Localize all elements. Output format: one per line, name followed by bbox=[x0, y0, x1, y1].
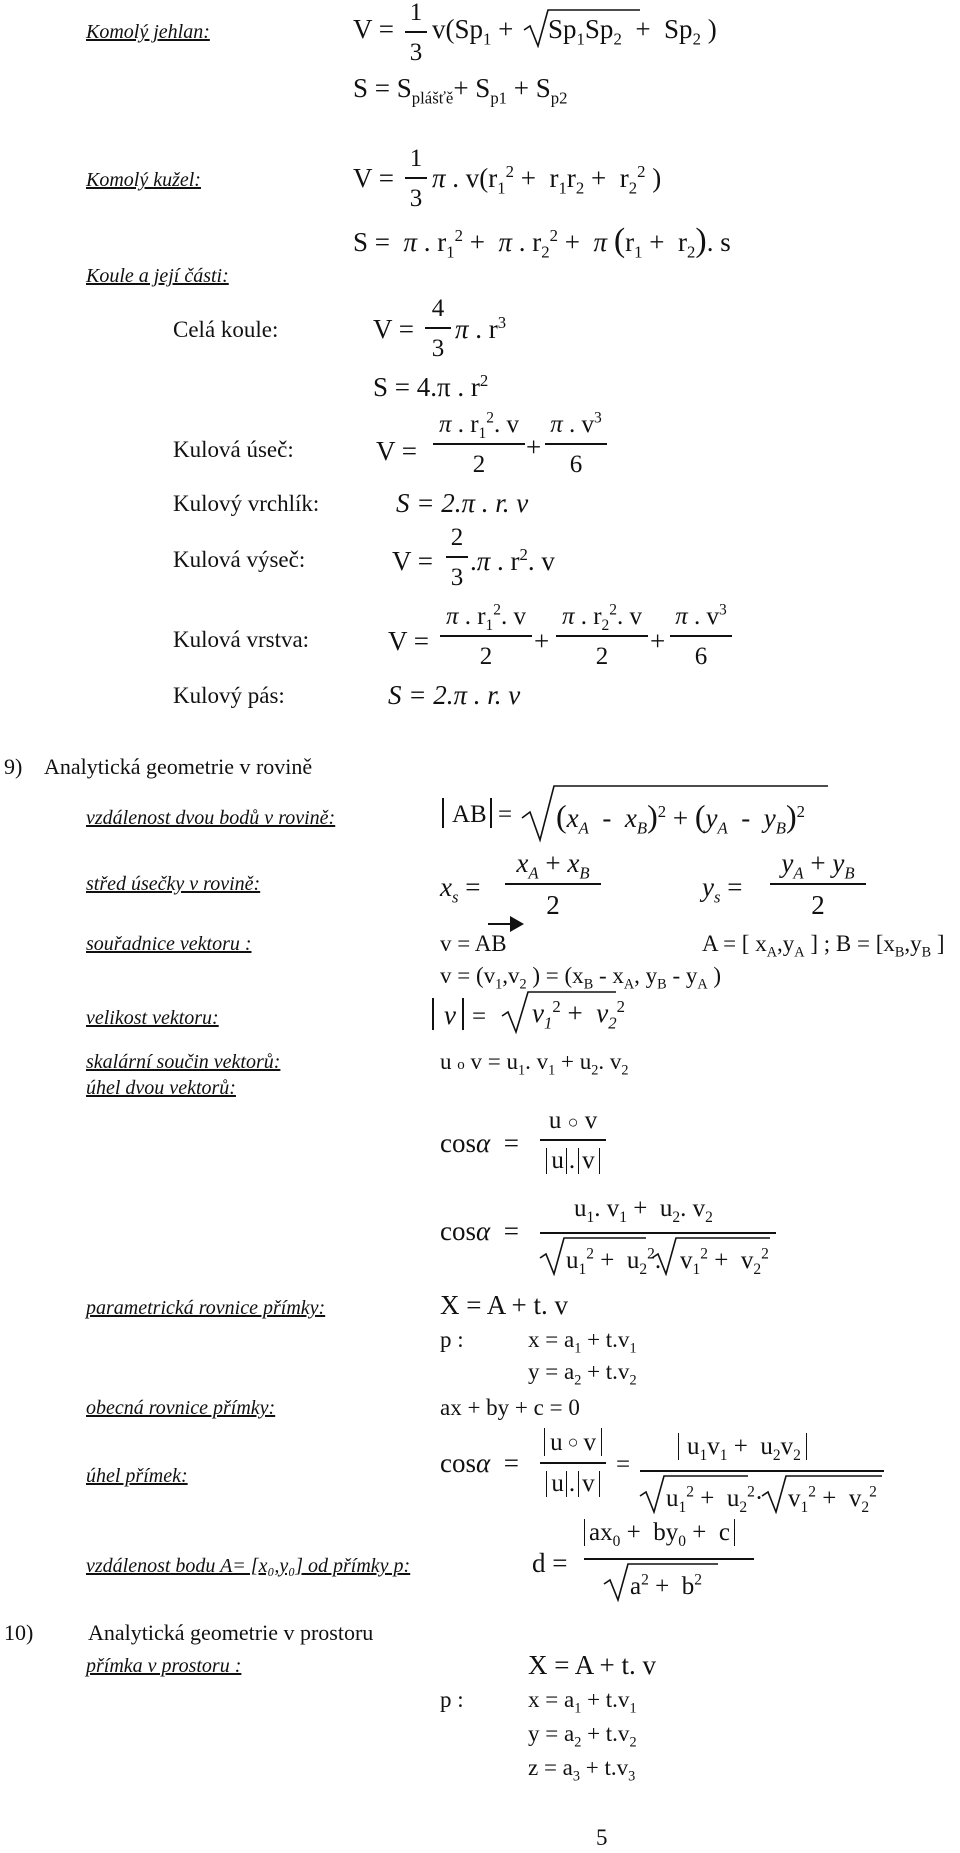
formula-jehlan-S: $S = S_{plášťě}+ S_{p1} + S_{p2}$ bbox=[353, 73, 568, 108]
equals-sign: = bbox=[472, 1003, 487, 1030]
formula-jehlan-V-rhs: $v(Sp_1$ + bbox=[432, 14, 514, 49]
formula-velikost-rhs: $v_1^2 + v_2^2$ bbox=[532, 997, 625, 1033]
fraction-uhel-1: u ○ v u . v bbox=[540, 1428, 606, 1497]
formula-d-num: $ax_0 + by_0 + c$ bbox=[584, 1520, 735, 1545]
abs-bar bbox=[432, 998, 434, 1030]
fraction-vrstva-2: π . $r_2^2$. v 2 bbox=[556, 604, 648, 669]
formula-jehlan-V-rhs2: $Sp_1Sp_2 + Sp_2$ ) bbox=[548, 14, 717, 49]
label-uhel-primek: úhel přímek: bbox=[86, 1465, 188, 1487]
formula-cos-lhs: cosα = bbox=[440, 1128, 519, 1158]
formula-param-X: X = A + t. v bbox=[440, 1290, 568, 1320]
label-kulovy-pas: Kulový pás: bbox=[173, 683, 285, 708]
fraction-one-third: 1 3 bbox=[405, 146, 427, 211]
equals-sign: = bbox=[498, 801, 513, 828]
formula-jehlan-V-lhs: V = bbox=[353, 14, 394, 44]
label-obecna: obecná rovnice přímky: bbox=[86, 1397, 276, 1419]
formula-koule-V-rhs: π . $r^3$ bbox=[455, 313, 507, 344]
section-number-10: 10) bbox=[4, 1620, 34, 1645]
equals-sign: = bbox=[616, 1451, 631, 1478]
fraction-cos-1: u ○ v u . v bbox=[540, 1108, 606, 1174]
formula-pas: S = 2.π . r. v bbox=[388, 680, 521, 710]
formula-uhel-den2: $v_1^2 + v_2^2$ bbox=[788, 1483, 877, 1516]
label-vzdalenost-bodu: vzdálenost dvou bodů v rovině: bbox=[86, 807, 336, 829]
formula-AB: AB bbox=[452, 801, 487, 828]
formula-uhel-num: $u_1v_1 + u_2v_2$ bbox=[678, 1434, 807, 1459]
abs-bar bbox=[462, 998, 464, 1030]
label-kulova-vysec: Kulová výseč: bbox=[173, 547, 306, 572]
fraction-usec-1: π . $r_1^2$. v 2 bbox=[433, 412, 525, 477]
plus-sign: + bbox=[534, 626, 550, 656]
formula-prostor-x: $x = a_1 + t.v_1$ bbox=[528, 1687, 637, 1717]
plus-sign: + bbox=[650, 626, 666, 656]
formula-param-x: $x = a_1 + t.v_1$ bbox=[528, 1327, 637, 1357]
page-number: 5 bbox=[596, 1825, 608, 1850]
formula-vrchlik: S = 2.π . r. v bbox=[396, 488, 529, 518]
formula-usec-V-lhs: V = bbox=[376, 436, 417, 466]
label-uhel-vektoru: úhel dvou vektorů: bbox=[86, 1077, 236, 1099]
formula-skalarni: u o $v = u_1$. $v_1 + u_2$. $v_2$ bbox=[440, 1049, 629, 1079]
label-kulova-usec: Kulová úseč: bbox=[173, 437, 294, 462]
formula-cos2-den1: $u_1^2 + u_2^2$. bbox=[566, 1245, 662, 1278]
formula-vrstva-V-lhs: V = bbox=[388, 626, 429, 656]
section-number-9: 9) bbox=[4, 754, 23, 779]
label-velikost-vektoru: velikost vektoru: bbox=[86, 1007, 219, 1029]
label-vzdalenost-bodu-primky: vzdálenost bodu A= [x₀,y₀] od přímky p: bbox=[86, 1555, 411, 1577]
abs-bar bbox=[490, 798, 492, 828]
formula-xs-lhs: $x_s$ = bbox=[440, 872, 481, 907]
label-stred-usecky: střed úsečky v rovině: bbox=[86, 873, 261, 895]
fraction-ys: $y_A + y_B$ 2 bbox=[770, 850, 866, 919]
label-kulova-vrstva: Kulová vrstva: bbox=[173, 627, 310, 652]
fraction-vrstva-1: π . $r_1^2$. v 2 bbox=[440, 604, 532, 669]
formula-kuzel-V-lhs: V = bbox=[353, 163, 394, 193]
formula-koule-S: S = 4.π . $r^2$ bbox=[373, 371, 489, 402]
formula-uhel-den1: $u_1^2 + u_2^2\cdot$ bbox=[666, 1483, 764, 1516]
label-koule: Koule a její části: bbox=[86, 265, 229, 287]
formula-d-lhs: d = bbox=[532, 1548, 568, 1578]
formula-prostor-y: $y = a_2 + t.v_2$ bbox=[528, 1721, 637, 1751]
abs-bar bbox=[442, 798, 444, 828]
label-komoly-jehlan: Komolý jehlan: bbox=[86, 21, 210, 43]
formula-d-den: $a^2 + b^2$ bbox=[630, 1571, 702, 1600]
fraction-one-third: 1 3 bbox=[405, 0, 427, 65]
label-cela-koule: Celá koule: bbox=[173, 317, 279, 342]
fraction-four-thirds: 4 3 bbox=[425, 296, 451, 361]
formula-souradnice-v2: $v = (v_1,v_2$ ) = ($x_B - x_A$, $y_B - y_A$ ) bbox=[440, 963, 722, 993]
label-skalarni-soucin: skalární součin vektorů: bbox=[86, 1051, 281, 1073]
formula-kuzel-S: S = π . $r_1^2 + \pi$ . $r_2^2 + \pi$ $(r_1 + r_2)$. s bbox=[353, 222, 731, 262]
formula-vysec-V-lhs: V = bbox=[392, 546, 433, 576]
label-kulovy-vrchlik: Kulový vrchlík: bbox=[173, 491, 320, 516]
formula-prostor-X: X = A + t. v bbox=[528, 1650, 656, 1680]
formula-cos2-den2: $v_1^2 + v_2^2$ bbox=[680, 1245, 769, 1278]
plus-sign: + bbox=[526, 432, 542, 462]
formula-vysec-V-rhs: .π . $r^2$. v bbox=[470, 545, 555, 576]
formula-prostor-z: $z = a_3 + t.v_3$ bbox=[528, 1755, 636, 1785]
formula-distance-rhs: $(x_A - x_B)^2 + (y_A - y_B)^2$ bbox=[556, 798, 805, 838]
formula-kuzel-V-rhs: π . $v(r_1^2 + r_1r_2 + r_2^2$ ) bbox=[432, 162, 662, 198]
formula-param-p: p : bbox=[440, 1327, 464, 1352]
formula-prostor-p: p : bbox=[440, 1687, 464, 1712]
label-primka-prostor: přímka v prostoru : bbox=[86, 1655, 242, 1677]
fraction-xs: $x_A + x_B$ 2 bbox=[505, 850, 601, 919]
section-title-10: Analytická geometrie v prostoru bbox=[88, 1620, 374, 1645]
label-komoly-kuzel: Komolý kužel: bbox=[86, 169, 201, 191]
fraction-two-thirds: 2 3 bbox=[446, 525, 468, 590]
formula-cos-lhs: cosα = bbox=[440, 1216, 519, 1246]
formula-obecna: ax + by + c = 0 bbox=[440, 1395, 580, 1420]
formula-koule-V-lhs: V = bbox=[373, 314, 414, 344]
formula-cos2-num: $u_1$. $v_1 + u_2$. $v_2$ bbox=[574, 1195, 713, 1226]
formula-cos-lhs: cosα = bbox=[440, 1448, 519, 1478]
section-title-9: Analytická geometrie v rovině bbox=[44, 754, 313, 779]
formula-souradnice-v: v = AB bbox=[440, 931, 507, 956]
formula-souradnice-AB: A = [ $x_A,y_A$ ] ; $B = [x_B,y_B$ ] bbox=[702, 931, 945, 961]
formula-velikost-v: v bbox=[444, 1000, 456, 1030]
label-parametricka: parametrická rovnice přímky: bbox=[86, 1297, 326, 1319]
fraction-usec-2: π . $v^3$ 6 bbox=[545, 412, 607, 477]
formula-ys-lhs: $y_s$ = bbox=[702, 872, 743, 907]
fraction-vrstva-3: π . $v^3$ 6 bbox=[670, 604, 732, 669]
formula-param-y: $y = a_2 + t.v_2$ bbox=[528, 1359, 637, 1389]
label-souradnice-vektoru: souřadnice vektoru : bbox=[86, 933, 252, 955]
